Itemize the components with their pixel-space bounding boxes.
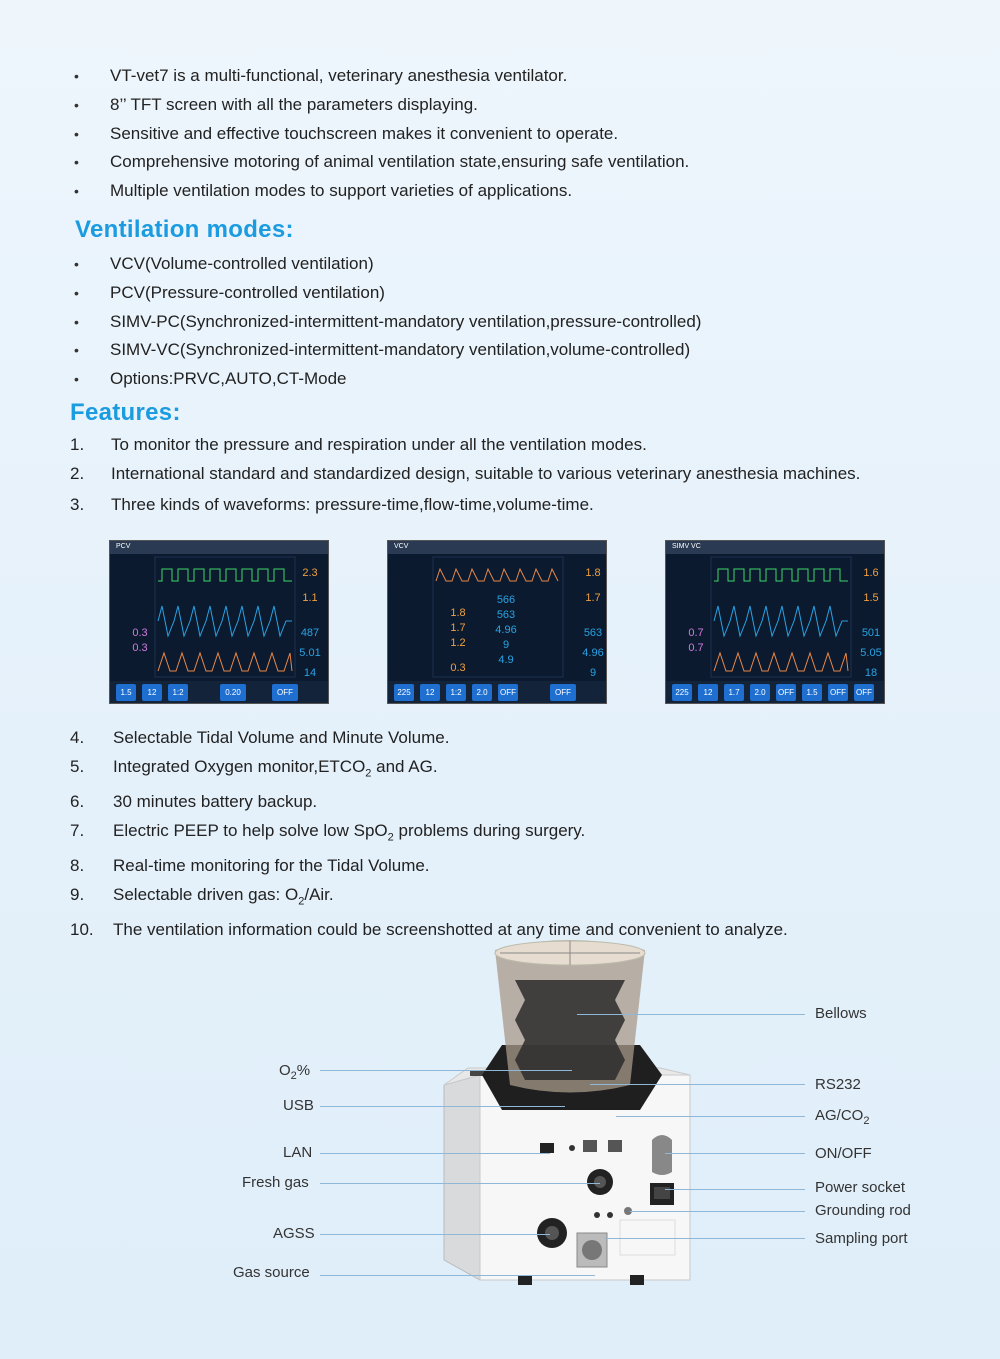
screen-setting-button[interactable]: 1:2 — [446, 684, 466, 701]
intro-bullet: • 8’’ TFT screen with all the parameters displaying. — [74, 94, 478, 114]
feature-number: 7. — [70, 820, 85, 840]
feature-number: 8. — [70, 855, 85, 875]
feature-item — [70, 431, 860, 460]
label-rs232: RS232 — [815, 1076, 861, 1093]
svg-text:5.05: 5.05 — [860, 647, 882, 659]
feature-number: 5. — [70, 756, 85, 776]
svg-text:4.9: 4.9 — [498, 654, 514, 666]
feature-text: Electric PEEP to help solve low SpO — [113, 820, 388, 840]
svg-text:2.3: 2.3 — [302, 567, 318, 579]
label-agss: AGSS — [273, 1225, 315, 1242]
label-lan: LAN — [283, 1144, 313, 1161]
feature-number: 2. — [70, 463, 85, 483]
feature-item — [70, 491, 860, 520]
waveform-graphic — [388, 541, 606, 703]
svg-text:0.3: 0.3 — [132, 642, 148, 654]
feature-number: 1. — [70, 435, 85, 454]
subscript: 2 — [387, 831, 394, 844]
leader-line — [320, 1106, 565, 1107]
features-heading: Features: — [70, 399, 181, 426]
leader-line — [605, 1238, 805, 1239]
ventilation-mode-item: • PCV(Pressure-controlled ventilation) — [74, 282, 385, 302]
intro-bullet-text: 8’’ TFT screen with all the parameters displaying. — [110, 94, 478, 114]
feature-text: International standard and standardized design, suitable to various veterinary anesthesia machines. — [111, 463, 861, 483]
leader-line — [320, 1153, 550, 1154]
svg-text:1.5: 1.5 — [863, 592, 879, 604]
screen-mode-label: VCV — [394, 543, 409, 550]
svg-text:4.96: 4.96 — [582, 647, 604, 659]
svg-text:0.7: 0.7 — [688, 642, 704, 654]
screen-setting-button[interactable]: OFF — [776, 684, 796, 701]
leader-line — [577, 1014, 805, 1015]
svg-text:0.3: 0.3 — [450, 662, 466, 674]
feature-text: problems during surgery. — [393, 820, 586, 840]
feature-item — [70, 881, 788, 916]
ventilation-mode-text: SIMV-PC(Synchronized-intermittent-mandatory ventilation,pressure-controlled) — [110, 311, 702, 331]
leader-line — [616, 1116, 805, 1117]
intro-bullet: • VT-vet7 is a multi-functional, veterinary anesthesia ventilator. — [74, 66, 568, 85]
leader-line — [590, 1084, 805, 1085]
feature-number: 3. — [70, 494, 85, 514]
svg-text:563: 563 — [583, 627, 603, 639]
leader-line — [320, 1275, 595, 1276]
screen-setting-button[interactable]: 1:2 — [168, 684, 188, 701]
svg-text:9: 9 — [589, 667, 597, 679]
feature-number: 10. — [70, 919, 94, 939]
screen-setting-button[interactable]: OFF — [854, 684, 874, 701]
svg-text:563: 563 — [496, 609, 516, 621]
feature-text: and AG. — [371, 756, 438, 776]
label-grounding-rod: Grounding rod — [815, 1202, 911, 1219]
intro-bullet-text: Multiple ventilation modes to support varieties of applications. — [110, 181, 573, 201]
screen-setting-button[interactable]: 12 — [698, 684, 718, 701]
ventilation-mode-text: SIMV-VC(Synchronized-intermittent-mandatory ventilation,volume-controlled) — [110, 340, 691, 360]
leader-line — [320, 1070, 572, 1071]
svg-text:0.3: 0.3 — [132, 627, 148, 639]
svg-text:1.6: 1.6 — [863, 567, 879, 579]
screen-setting-button[interactable]: 2.0 — [750, 684, 770, 701]
feature-item — [70, 852, 788, 881]
waveform-graphic — [110, 541, 328, 703]
intro-bullet-text: Comprehensive motoring of animal ventilation state,ensuring safe ventilation. — [110, 152, 690, 172]
ventilation-mode-list — [70, 250, 701, 394]
intro-bullet: • Sensitive and effective touchscreen makes it convenient to operate. — [74, 123, 619, 143]
screen-setting-button[interactable]: 1.5 — [116, 684, 136, 701]
screen-setting-button[interactable]: 225 — [394, 684, 414, 701]
feature-number: 9. — [70, 884, 85, 904]
screen-setting-button[interactable]: 225 — [672, 684, 692, 701]
svg-text:501: 501 — [861, 627, 881, 639]
ventilation-mode-item: • Options:PRVC,AUTO,CT-Mode — [74, 369, 347, 389]
features-list-a — [70, 431, 860, 519]
svg-text:1.8: 1.8 — [450, 607, 466, 619]
label-on-off: ON/OFF — [815, 1145, 872, 1162]
leader-line — [665, 1189, 805, 1190]
label-gas-source: Gas source — [233, 1264, 310, 1281]
feature-item — [70, 460, 860, 489]
svg-text:1.2: 1.2 — [450, 637, 466, 649]
screen-setting-button[interactable]: 2.0 — [472, 684, 492, 701]
feature-number: 6. — [70, 791, 85, 811]
label-ag-co2: $AG/CO_2$ — [815, 1107, 870, 1127]
leader-line — [320, 1183, 600, 1184]
label-fresh-gas: Fresh gas — [242, 1174, 309, 1191]
label-o2-percent: $O_2\%$ — [279, 1062, 311, 1082]
svg-text:1.1: 1.1 — [302, 592, 318, 604]
ventilator-screen-vcv — [387, 540, 607, 704]
screen-setting-button[interactable]: 12 — [420, 684, 440, 701]
ventilator-screen-simv-vc — [665, 540, 885, 704]
label-power-socket: Power socket — [815, 1179, 906, 1196]
leader-line — [630, 1211, 805, 1212]
ventilation-modes-heading: Ventilation modes: — [75, 216, 294, 243]
svg-text:1.7: 1.7 — [585, 592, 601, 604]
screen-mode-label: PCV — [116, 543, 131, 550]
svg-text:18: 18 — [864, 667, 878, 679]
feature-text: To monitor the pressure and respiration under all the ventilation modes. — [111, 435, 647, 454]
svg-text:14: 14 — [303, 667, 317, 679]
feature-item — [70, 724, 788, 753]
screen-setting-button[interactable]: 1.7 — [724, 684, 744, 701]
svg-text:0.7: 0.7 — [688, 627, 704, 639]
subscript: 2 — [298, 895, 305, 908]
feature-text: Selectable Tidal Volume and Minute Volume. — [113, 728, 450, 747]
feature-number: 4. — [70, 728, 85, 747]
screen-setting-button[interactable]: 0.20 — [220, 684, 246, 701]
svg-text:5.01: 5.01 — [299, 647, 321, 659]
ventilation-mode-item: • VCV(Volume-controlled ventilation) — [74, 254, 374, 273]
ventilation-mode-text: VCV(Volume-controlled ventilation) — [110, 254, 374, 273]
ventilator-screen-pcv — [109, 540, 329, 704]
svg-text:1.8: 1.8 — [585, 567, 601, 579]
label-sampling-port: Sampling port — [815, 1230, 908, 1247]
feature-text: Selectable driven gas: O — [113, 884, 299, 904]
screen-setting-button[interactable]: 1.5 — [802, 684, 822, 701]
intro-bullet-text: VT-vet7 is a multi-functional, veterinary anesthesia ventilator. — [110, 66, 568, 85]
svg-text:566: 566 — [496, 594, 516, 606]
features-list-b — [70, 724, 788, 945]
leader-line — [320, 1234, 550, 1235]
label-bellows: Bellows — [815, 1005, 867, 1022]
screen-setting-button[interactable]: OFF — [550, 684, 576, 701]
subscript: 2 — [365, 767, 372, 780]
feature-item — [70, 817, 788, 852]
intro-bullet: • Comprehensive motoring of animal ventilation state,ensuring safe ventilation. — [74, 152, 690, 172]
feature-text: The ventilation information could be screenshotted at any time and convenient to analyze. — [113, 919, 788, 939]
leader-line — [665, 1153, 805, 1154]
intro-bullet: • Multiple ventilation modes to support varieties of applications. — [74, 181, 573, 201]
screen-setting-button[interactable]: OFF — [498, 684, 518, 701]
label-usb: USB — [283, 1097, 314, 1114]
svg-text:487: 487 — [300, 627, 320, 639]
screen-mode-label: SIMV VC — [672, 543, 701, 550]
feature-item — [70, 788, 788, 817]
ventilation-mode-text: Options:PRVC,AUTO,CT-Mode — [110, 369, 347, 389]
ventilation-mode-text: PCV(Pressure-controlled ventilation) — [110, 282, 385, 302]
ventilation-mode-item: • SIMV-VC(Synchronized-intermittent-mandatory ventilation,volume-controlled) — [74, 340, 691, 360]
svg-text:9: 9 — [502, 639, 510, 651]
screen-setting-button[interactable]: OFF — [272, 684, 298, 701]
feature-text: Integrated Oxygen monitor,ETCO — [113, 756, 366, 776]
ventilator-machine-illustration — [440, 935, 700, 1295]
svg-text:4.96: 4.96 — [495, 624, 517, 636]
feature-text: /Air. — [304, 884, 334, 904]
feature-text: 30 minutes battery backup. — [113, 791, 318, 811]
feature-item — [70, 753, 788, 788]
screen-setting-button[interactable]: OFF — [828, 684, 848, 701]
waveform-graphic — [666, 541, 884, 703]
intro-bullet-list — [70, 62, 689, 206]
intro-bullet-text: Sensitive and effective touchscreen makes it convenient to operate. — [110, 123, 619, 143]
feature-text: Three kinds of waveforms: pressure-time,flow-time,volume-time. — [111, 494, 594, 514]
feature-text: Real-time monitoring for the Tidal Volume. — [113, 855, 430, 875]
svg-text:1.7: 1.7 — [450, 622, 466, 634]
ventilation-mode-item: • SIMV-PC(Synchronized-intermittent-mandatory ventilation,pressure-controlled) — [74, 311, 702, 331]
screen-setting-button[interactable]: 12 — [142, 684, 162, 701]
